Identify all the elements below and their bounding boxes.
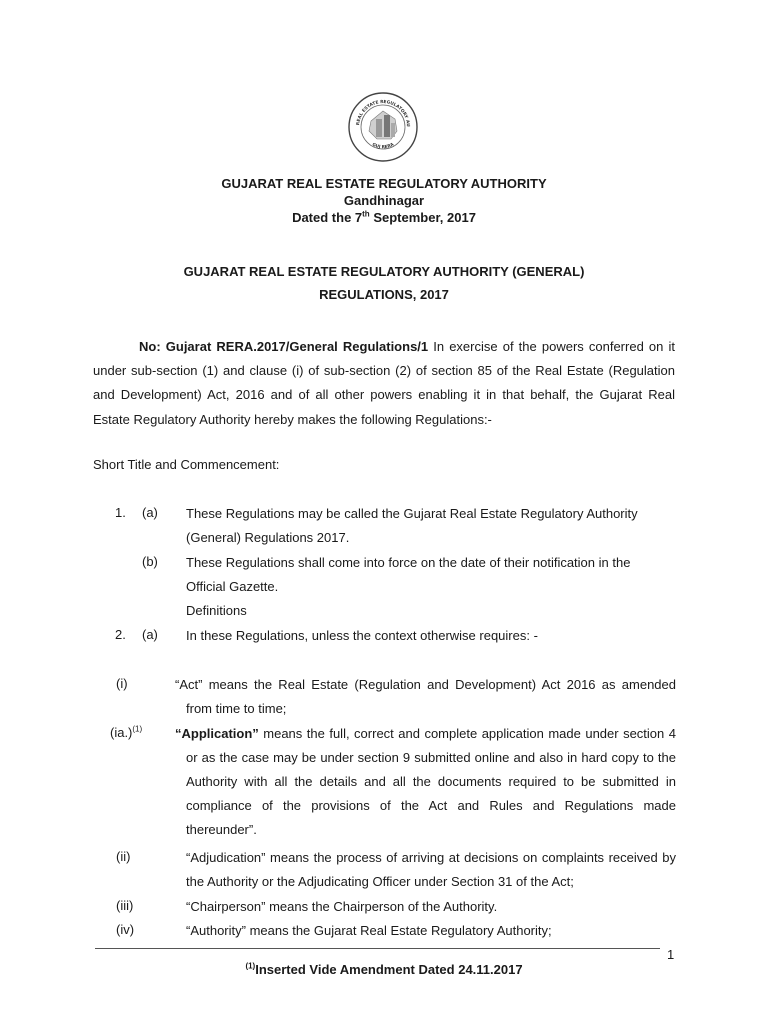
clause-number: 1. <box>115 505 126 520</box>
clause-text: These Regulations may be called the Gujarat Real Estate Regulatory Authority (General) Regulations 2017. <box>186 506 638 545</box>
clause-number: 2. <box>115 627 126 642</box>
notification-number: No: Gujarat RERA.2017/General Regulations/1 <box>139 339 429 354</box>
definition-label: (ii) <box>116 849 131 864</box>
definition-text: “Chairperson” means the Chairperson of the Authority. <box>186 899 498 914</box>
regulation-title-line1: GUJARAT REAL ESTATE REGULATORY AUTHORITY (GENERAL) <box>183 264 585 279</box>
defined-term: “Application” <box>175 726 259 741</box>
footnote: $^{(1)}$Inserted Vide Amendment Dated 24.11.2017 <box>245 961 523 977</box>
definitions-heading: Definitions <box>186 603 247 618</box>
definition-text: “Act” means the Real Estate (Regulation and Development) Act 2016 as amended from time to time; <box>175 677 676 716</box>
definition-label: (iii) <box>116 898 134 913</box>
definition-label: $(ia.)^{(1)}$ <box>110 724 143 740</box>
rera-seal-logo <box>347 91 419 163</box>
svg-text:GUJ RERA: GUJ RERA <box>371 142 395 151</box>
header-block <box>0 175 768 226</box>
definition-text: “Application” means the full, correct and complete application made under section 4 or as the case may be under section 9 submitted online and also in hard copy to the Authority with all the details and all the documents required to be submitted in compliance of the provisions of the Act and Rules and Regulations made thereunder”. <box>175 726 676 837</box>
page-number: 1 <box>667 947 675 962</box>
definition-text: “Adjudication” means the process of arriving at decisions on complaints received by the Authority or the Adjudicating Officer under Section 31 of the Act; <box>186 850 676 889</box>
preamble-paragraph: No: Gujarat RERA.2017/General Regulations/1 In exercise of the powers conferred on it under sub-section (1) and clause (i) of sub-section (2) of section 85 of the Real Estate (Regulation and Development) Act, 2016 and of all other powers enabling it in that behalf, the Gujarat Real Estate Regulatory Authority hereby makes the following Regulations:- <box>93 339 675 427</box>
subclause-label: (a) <box>142 627 158 642</box>
authority-name: GUJARAT REAL ESTATE REGULATORY AUTHORITY <box>221 176 547 191</box>
clause-text: These Regulations shall come into force on the date of their notification in the Official Gazette. Definitions <box>186 551 676 623</box>
definition-label: (iv) <box>116 922 135 937</box>
definition-text: “Authority” means the Gujarat Real Estate Regulatory Authority; <box>186 923 552 938</box>
city: Gandhinagar <box>343 193 425 208</box>
svg-text:GUJARAT REAL ESTATE REGULATORY: REAL ESTATE REGULATORY AU <box>356 99 411 127</box>
date-line: Dated the 7th September, 2017 <box>292 209 476 225</box>
clause-text: In these Regulations, unless the context otherwise requires: - <box>186 628 538 643</box>
subclause-label: (b) <box>142 554 158 569</box>
definition-label: (i) <box>116 676 128 691</box>
short-title-heading: Short Title and Commencement: <box>93 457 280 472</box>
footnote-divider <box>95 948 660 949</box>
subclause-label: (a) <box>142 505 158 520</box>
regulation-title-line2: REGULATIONS, 2017 <box>319 287 449 302</box>
